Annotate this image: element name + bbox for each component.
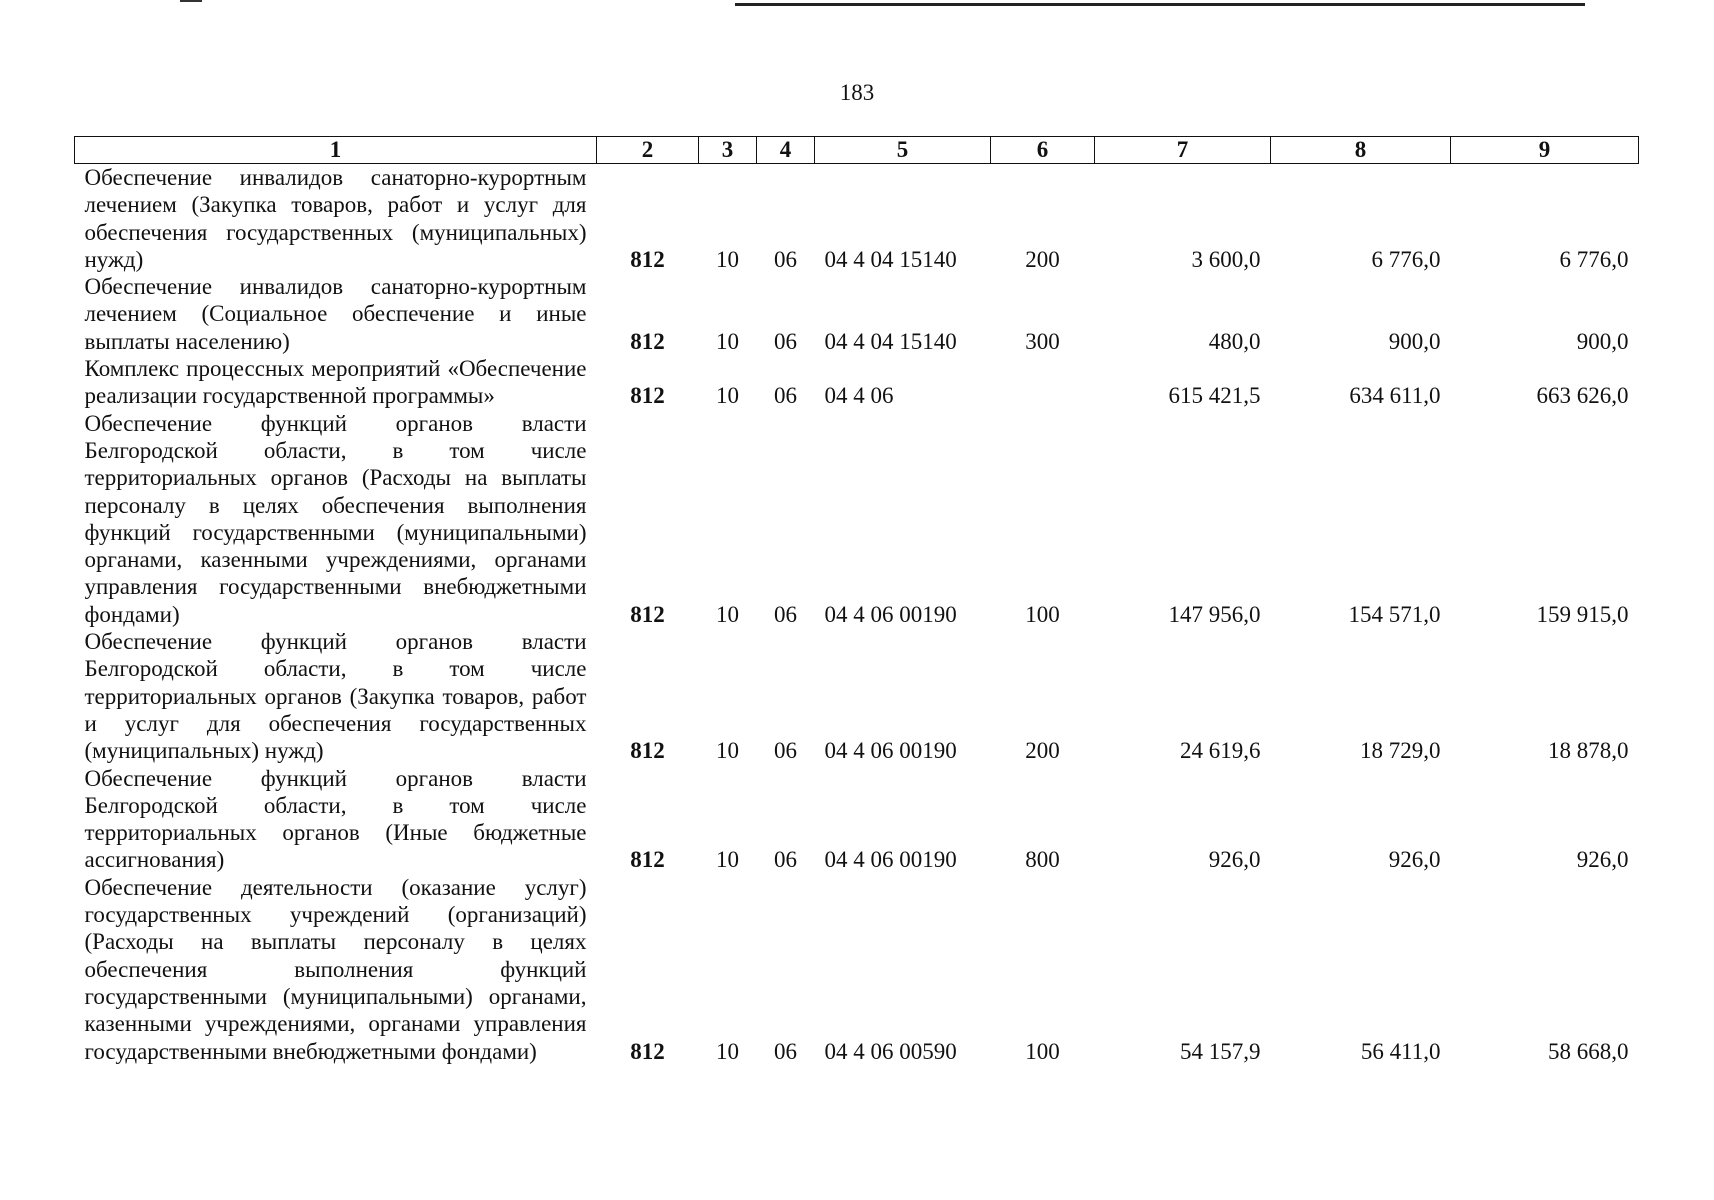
row-amount-8: 56 411,0	[1360, 1038, 1441, 1064]
row-subsection: 06	[774, 246, 797, 272]
row-target-article: 04 4 06 00190	[824, 738, 957, 764]
row-amount-7: 24 619,6	[1180, 738, 1261, 764]
row-amount-8: 900,0	[1388, 328, 1441, 354]
row-code-ministry: 812	[630, 383, 665, 409]
row-target-article: 04 4 04 15140	[824, 246, 957, 272]
row-code-ministry: 812	[630, 246, 665, 272]
row-expense-type	[991, 355, 1095, 410]
header-col-4: 4	[757, 137, 815, 164]
row-amount-9: 58 668,0	[1548, 1038, 1629, 1064]
row-section: 10	[716, 738, 739, 764]
row-expense-type: 200	[1025, 738, 1060, 764]
header-col-7: 7	[1095, 137, 1271, 164]
row-amount-8: 154 571,0	[1348, 601, 1441, 627]
header-col-5: 5	[815, 137, 991, 164]
row-section: 10	[716, 328, 739, 354]
row-code-ministry: 812	[630, 1038, 665, 1064]
table-row	[75, 410, 1639, 628]
row-expense-type: 100	[1025, 1038, 1060, 1064]
row-amount-7: 926,0	[1208, 847, 1261, 873]
row-name: Комплекс процессных мероприятий «Обеспечение реализации государственной программы»	[84, 356, 587, 409]
row-code-ministry: 812	[630, 847, 665, 873]
row-amount-7: 147 956,0	[1168, 601, 1261, 627]
table-row	[75, 273, 1639, 355]
row-amount-9: 900,0	[1576, 328, 1629, 354]
row-target-article: 04 4 06 00590	[824, 1038, 957, 1064]
row-subsection: 06	[774, 328, 797, 354]
row-section: 10	[716, 847, 739, 873]
table-header	[75, 137, 1639, 164]
table-row	[75, 874, 1639, 1065]
table-body	[75, 164, 1639, 1065]
row-section: 10	[716, 601, 739, 627]
row-amount-7: 54 157,9	[1180, 1038, 1261, 1064]
row-code-ministry: 812	[630, 738, 665, 764]
row-name: Обеспечение инвалидов санаторно-курортным лечением (Закупка товаров, работ и услуг для обеспечения государственных (муниципальных) нужд)	[84, 165, 587, 272]
row-target-article: 04 4 06	[824, 383, 894, 409]
row-amount-8: 634 611,0	[1349, 383, 1441, 409]
row-amount-9: 663 626,0	[1536, 383, 1629, 409]
row-amount-7: 3 600,0	[1191, 246, 1261, 272]
header-col-2: 2	[597, 137, 699, 164]
top-rule-left	[180, 0, 202, 2]
row-amount-7: 480,0	[1208, 328, 1261, 354]
top-rule-right	[735, 3, 1585, 6]
row-target-article: 04 4 06 00190	[824, 847, 957, 873]
header-col-6: 6	[991, 137, 1095, 164]
row-target-article: 04 4 04 15140	[824, 328, 957, 354]
row-expense-type: 800	[1025, 847, 1060, 873]
row-subsection: 06	[774, 601, 797, 627]
row-name: Обеспечение функций органов власти Белгородской области, в том числе территориальных органов (Закупка товаров, работ и услуг для обеспечения государственных (муниципальных) нужд)	[84, 629, 587, 764]
row-subsection: 06	[774, 738, 797, 764]
row-code-ministry: 812	[630, 601, 665, 627]
row-subsection: 06	[774, 383, 797, 409]
row-amount-9: 926,0	[1576, 847, 1629, 873]
row-name: Обеспечение деятельности (оказание услуг) государственных учреждений (организаций) (Расходы на выплаты персоналу в целях обеспечения выполнения функций государственными (муниципальными) органами, казенными учреждениями, органами управления государственными внебюджетными фондами)	[84, 874, 587, 1064]
row-section: 10	[716, 246, 739, 272]
header-col-9: 9	[1451, 137, 1639, 164]
table-row	[75, 628, 1639, 764]
row-amount-9: 18 878,0	[1548, 738, 1629, 764]
row-expense-type: 100	[1025, 601, 1060, 627]
row-code-ministry: 812	[630, 328, 665, 354]
table-row	[75, 765, 1639, 874]
header-row	[75, 137, 1639, 164]
row-expense-type: 200	[1025, 246, 1060, 272]
row-section: 10	[716, 1038, 739, 1064]
row-name: Обеспечение функций органов власти Белгородской области, в том числе территориальных органов (Расходы на выплаты персоналу в целях обеспечения выполнения функций государственными (муниципальными) органами, казенными учреждениями, органами управления государственными внебюджетными фондами)	[84, 410, 587, 627]
header-col-3: 3	[699, 137, 757, 164]
row-amount-8: 926,0	[1388, 847, 1441, 873]
row-amount-8: 18 729,0	[1360, 738, 1441, 764]
row-amount-9: 159 915,0	[1536, 601, 1629, 627]
row-subsection: 06	[774, 1038, 797, 1064]
row-amount-7: 615 421,5	[1168, 383, 1261, 409]
header-col-8: 8	[1271, 137, 1451, 164]
budget-table	[74, 136, 1639, 1065]
row-amount-8: 6 776,0	[1371, 246, 1441, 272]
row-section: 10	[716, 383, 739, 409]
table-row	[75, 355, 1639, 410]
row-target-article: 04 4 06 00190	[824, 601, 957, 627]
table-row	[75, 164, 1639, 274]
row-expense-type: 300	[1025, 328, 1060, 354]
page-number: 183	[839, 80, 875, 105]
row-name: Обеспечение инвалидов санаторно-курортным лечением (Социальное обеспечение и иные выплаты населению)	[84, 274, 587, 354]
header-col-1: 1	[75, 137, 597, 164]
row-amount-9: 6 776,0	[1559, 246, 1629, 272]
row-subsection: 06	[774, 847, 797, 873]
row-name: Обеспечение функций органов власти Белгородской области, в том числе территориальных органов (Иные бюджетные ассигнования)	[84, 765, 587, 873]
